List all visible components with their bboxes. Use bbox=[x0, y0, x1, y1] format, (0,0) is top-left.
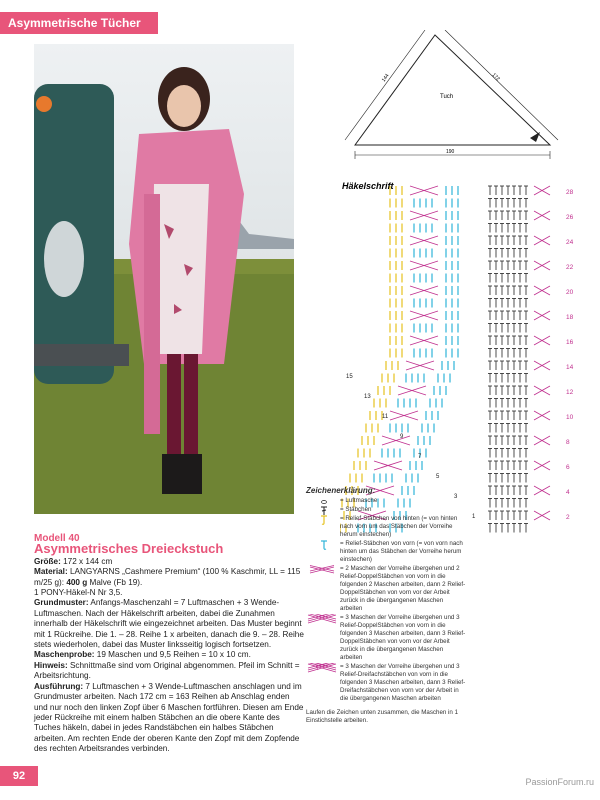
legend-item: = 3 Maschen der Vorreihe übergehen und 3 Relief-DoppelStäbchen von vorn in die folgenden 3 Maschen arbeiten, dann 3 Relief-DoppelStäbchen von vorn vor der Arbeit zurück in die übergangenen Maschen arbeiten bbox=[306, 614, 466, 662]
legend-item: = Stäbchen bbox=[306, 506, 466, 514]
chart-row bbox=[390, 336, 550, 345]
chart-row bbox=[390, 286, 550, 295]
chart-row bbox=[374, 399, 528, 408]
cable-2x2-icon bbox=[306, 565, 338, 575]
chart-row bbox=[386, 361, 550, 370]
schematic-label: Tuch bbox=[440, 94, 454, 100]
chart-row bbox=[390, 324, 528, 333]
chart-row bbox=[362, 436, 550, 445]
pattern-instructions bbox=[34, 534, 304, 755]
model-photo bbox=[34, 44, 294, 514]
cable-3x3-icon bbox=[306, 614, 338, 624]
chart-row bbox=[390, 311, 550, 320]
cable-3x3-triple-icon bbox=[306, 663, 338, 673]
chart-symbols bbox=[340, 186, 550, 533]
dim-left: 144 bbox=[380, 72, 391, 84]
chart-row bbox=[390, 186, 550, 195]
row-number: 11 bbox=[382, 414, 389, 420]
front-post-dc-icon bbox=[306, 540, 338, 550]
chart-title: Häkelschrift bbox=[342, 181, 394, 191]
row-number: 10 bbox=[566, 414, 574, 421]
chart-row bbox=[354, 461, 550, 470]
hint-line: Hinweis: Schnittmaße sind vom Original abgenommen. Pfeil im Schnitt = Arbeitsrichtung. bbox=[34, 660, 300, 681]
row-number: 9 bbox=[400, 434, 404, 440]
chart-row bbox=[378, 386, 550, 395]
page-number: 92 bbox=[0, 766, 38, 786]
row-number: 4 bbox=[566, 489, 570, 496]
pattern-line: Grundmuster: Anfangs-Maschenzahl = 7 Luftmaschen + 3 Wende-Luftmaschen. Nach der Häkelschrift arbeiten, dabei die Zunahmen innerhalb der Häkelschrift wie eingezeichnet arbeiten. Das Muster beginnt mit 1 Rückreihe. Die 1. – 28. Reihe 1 x arbeiten, danach die 9. – 28. Reihe stets wiederholen, dabei das Muster linksseitig logisch fortsetzen. bbox=[34, 598, 304, 650]
row-number: 1 bbox=[472, 514, 476, 520]
chart-row bbox=[390, 274, 528, 283]
direction-arrow-icon bbox=[530, 132, 540, 142]
chart-row bbox=[370, 411, 550, 420]
row-number: 13 bbox=[364, 394, 371, 400]
legend-item: = Luftmasche bbox=[306, 497, 466, 505]
model-number: Modell 40 bbox=[34, 533, 80, 544]
execution-line: Ausführung: 7 Luftmaschen + 3 Wende-Luftmaschen anschlagen und im Grundmuster arbeiten. Nach 172 cm = 163 Reihen ab Anschlag enden und nur noch den linken Zopf über 6 Maschen fortführen. Diesen am Ende jeder Rückreihe mit einem halben Stäbchen an die obere Kante des Tuches häkeln, dabei in jedes Randstäbchen ein halbes Stäbchen arbeiten. Am rechten Ende der oberen Kante den Zopf mit dem Zopfende des rechten Arbeitsrandes verbinden. bbox=[34, 681, 304, 754]
legend-item: = Relief-Stäbchen von vorn (= von vorn nach hinten um das Stäbchen der Vorreihe herum einstechen) bbox=[306, 540, 466, 564]
chart-row bbox=[390, 299, 528, 308]
row-number: 18 bbox=[566, 314, 574, 321]
legend-item: = Relief-Stäbchen von hinten (= von hinten nach vorn um das Stäbchen der Vorreihe herum einstechen) bbox=[306, 515, 466, 539]
row-number: 8 bbox=[566, 439, 570, 446]
row-number: 22 bbox=[566, 264, 574, 271]
chart-row bbox=[390, 249, 528, 258]
row-number: 5 bbox=[436, 474, 440, 480]
row-number: 12 bbox=[566, 389, 574, 396]
chart-row bbox=[358, 449, 528, 458]
symbol-legend bbox=[306, 487, 466, 725]
row-number: 14 bbox=[566, 364, 574, 371]
chart-row bbox=[390, 199, 528, 208]
chart-row bbox=[390, 349, 528, 358]
row-number: 24 bbox=[566, 239, 574, 246]
legend-item: = 3 Maschen der Vorreihe übergehen und 3 Relief-Dreifachstäbchen von vorn in die folgenden 3 Maschen arbeiten, dann 3 Relief-Dreifachstäbchen von vorn vor der Arbeit in die übergangenen Maschen arbeiten bbox=[306, 663, 466, 703]
row-number: 20 bbox=[566, 289, 574, 296]
row-number: 2 bbox=[566, 514, 570, 521]
back-post-dc-icon bbox=[306, 515, 338, 525]
chart-row bbox=[366, 424, 528, 433]
row-number: 3 bbox=[454, 494, 458, 500]
legend-item: = 2 Maschen der Vorreihe übergehen und 2 Relief-DoppelStäbchen von vorn in die folgenden 2 Maschen arbeiten, dann 2 Relief-DoppelStäbchen von vorn vor der Arbeit zurück in die übergangenen Maschen arbeiten bbox=[306, 565, 466, 613]
shawl-schematic bbox=[340, 30, 560, 160]
legend-footnote: Laufen die Zeichen unten zusammen, die Maschen in 1 Einstichstelle arbeiten. bbox=[306, 709, 459, 724]
model-title: Asymmetrisches Dreieckstuch bbox=[34, 541, 224, 557]
row-number: 26 bbox=[566, 214, 574, 221]
hook-line: 1 PONY-Häkel-N Nr 3,5. bbox=[34, 588, 123, 598]
chart-row bbox=[390, 224, 528, 233]
chart-row bbox=[390, 261, 550, 270]
size-line: Größe: 172 x 144 cm bbox=[34, 556, 113, 566]
watermark: PassionForum.ru bbox=[525, 777, 594, 787]
row-labels-right bbox=[566, 189, 574, 521]
row-number: 16 bbox=[566, 339, 574, 346]
row-number: 28 bbox=[566, 189, 574, 196]
row-number: 7 bbox=[418, 454, 422, 460]
chart-row bbox=[390, 211, 550, 220]
gauge-line: Maschenprobe: 19 Maschen und 9,5 Reihen = 10 x 10 cm. bbox=[34, 650, 251, 660]
chart-row bbox=[390, 236, 550, 245]
chart-row bbox=[382, 374, 528, 383]
row-number: 15 bbox=[346, 374, 353, 380]
dim-bottom: 190 bbox=[446, 149, 455, 155]
section-tab bbox=[0, 12, 158, 34]
section-title: Asymmetrische Tücher bbox=[8, 16, 141, 30]
material-line: Material: LANGYARNS „Cashmere Premium“ (100 % Kaschmir, LL = 115 m/25 g): 400 g Malve (Fb 19). bbox=[34, 567, 301, 587]
row-number: 6 bbox=[566, 464, 570, 471]
dim-right: 172 bbox=[490, 72, 501, 83]
legend-title: Zeichenerklärung: bbox=[306, 486, 376, 495]
